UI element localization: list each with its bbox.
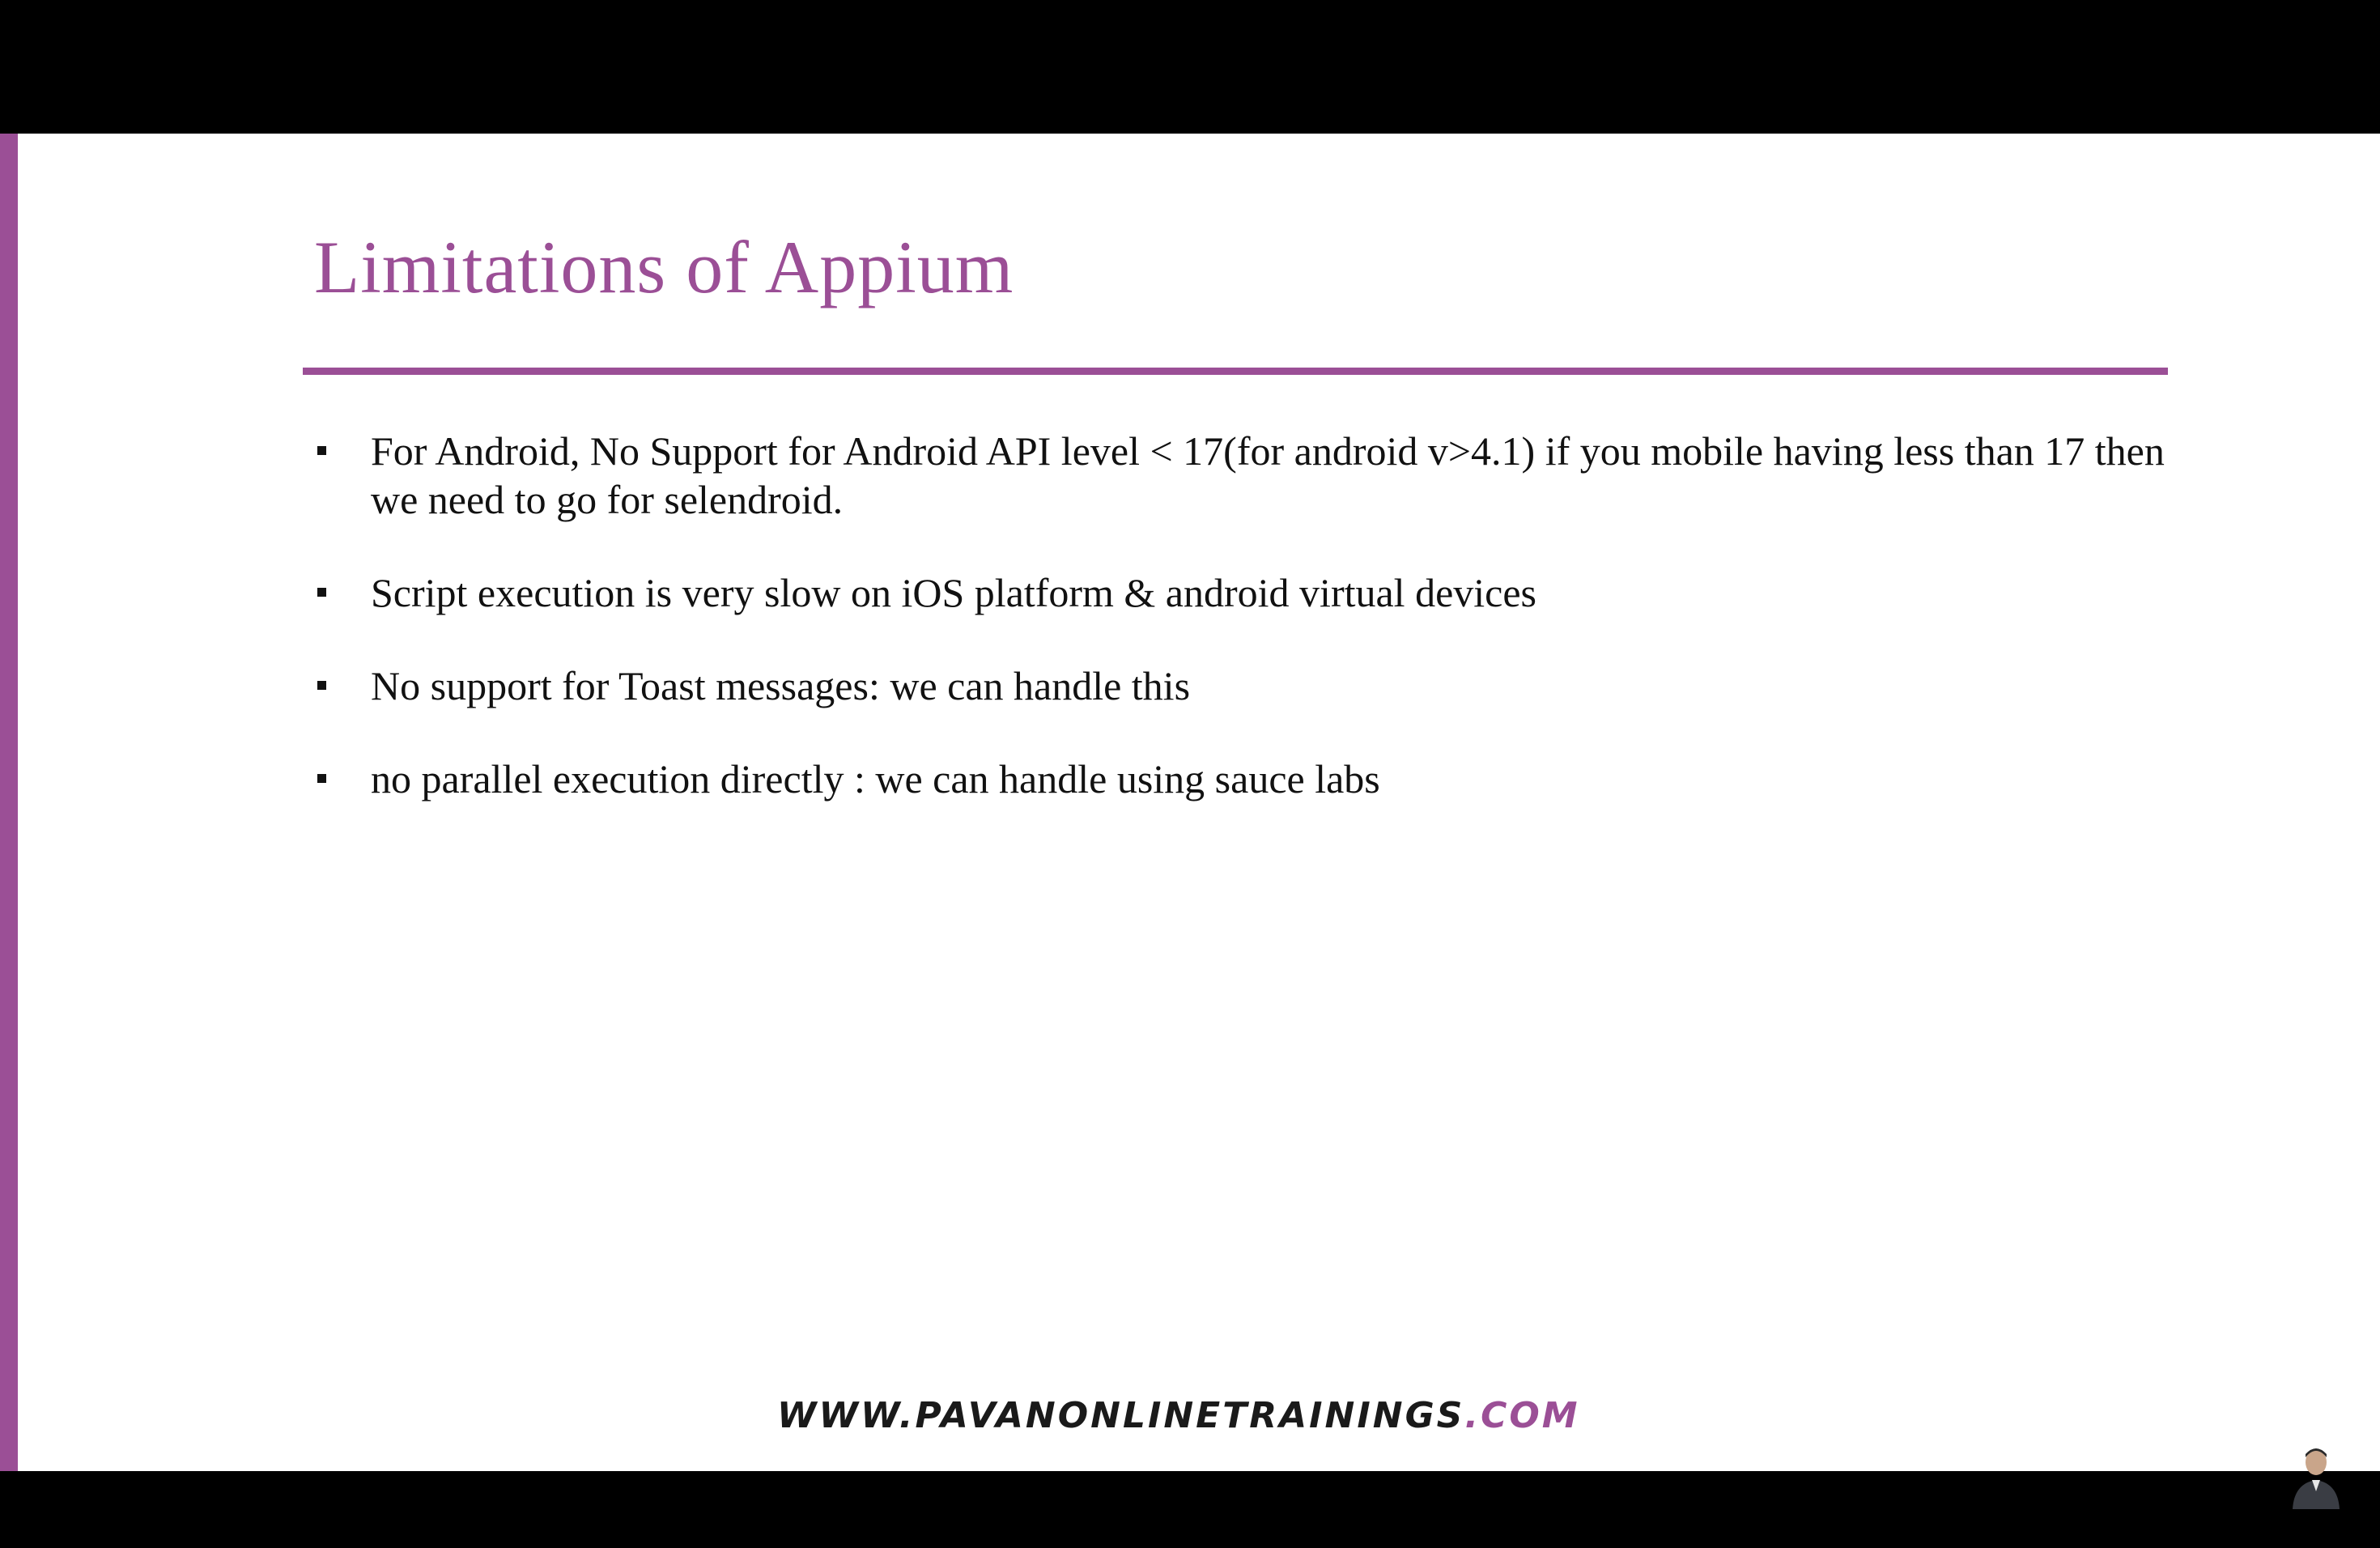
footer-website-url (777, 1395, 1580, 1436)
bullet-text: No support for Toast messages: we can handle this (371, 663, 1191, 708)
bullet-item (316, 661, 2178, 710)
letterbox-top (0, 0, 2380, 134)
square-bullet-icon (317, 588, 326, 597)
presenter-avatar (2288, 1443, 2344, 1509)
bullet-text: For Android, No Support for Android API level < 17(for android v>4.1) if you mobile having less than 17 then we need to go for selendroid. (371, 428, 2165, 522)
presentation-slide (0, 134, 2380, 1471)
letterbox-bottom (0, 1471, 2380, 1548)
title-divider (303, 368, 2168, 375)
bullet-item (316, 755, 2178, 803)
bullet-text: no parallel execution directly : we can handle using sauce labs (371, 756, 1380, 802)
square-bullet-icon (317, 681, 326, 690)
slide-accent-bar (0, 134, 18, 1471)
bullet-text: Script execution is very slow on iOS platform & android virtual devices (371, 570, 1536, 615)
bullet-item (316, 427, 2178, 524)
footer-url-main: WWW.PAVANONLINETRAININGS (777, 1395, 1465, 1436)
slide-title: Limitations of Appium (314, 226, 1014, 308)
square-bullet-icon (317, 446, 326, 455)
square-bullet-icon (317, 774, 326, 783)
footer-url-tld: .COM (1464, 1395, 1580, 1436)
bullet-item (316, 568, 2178, 617)
bullet-list (316, 427, 2178, 848)
